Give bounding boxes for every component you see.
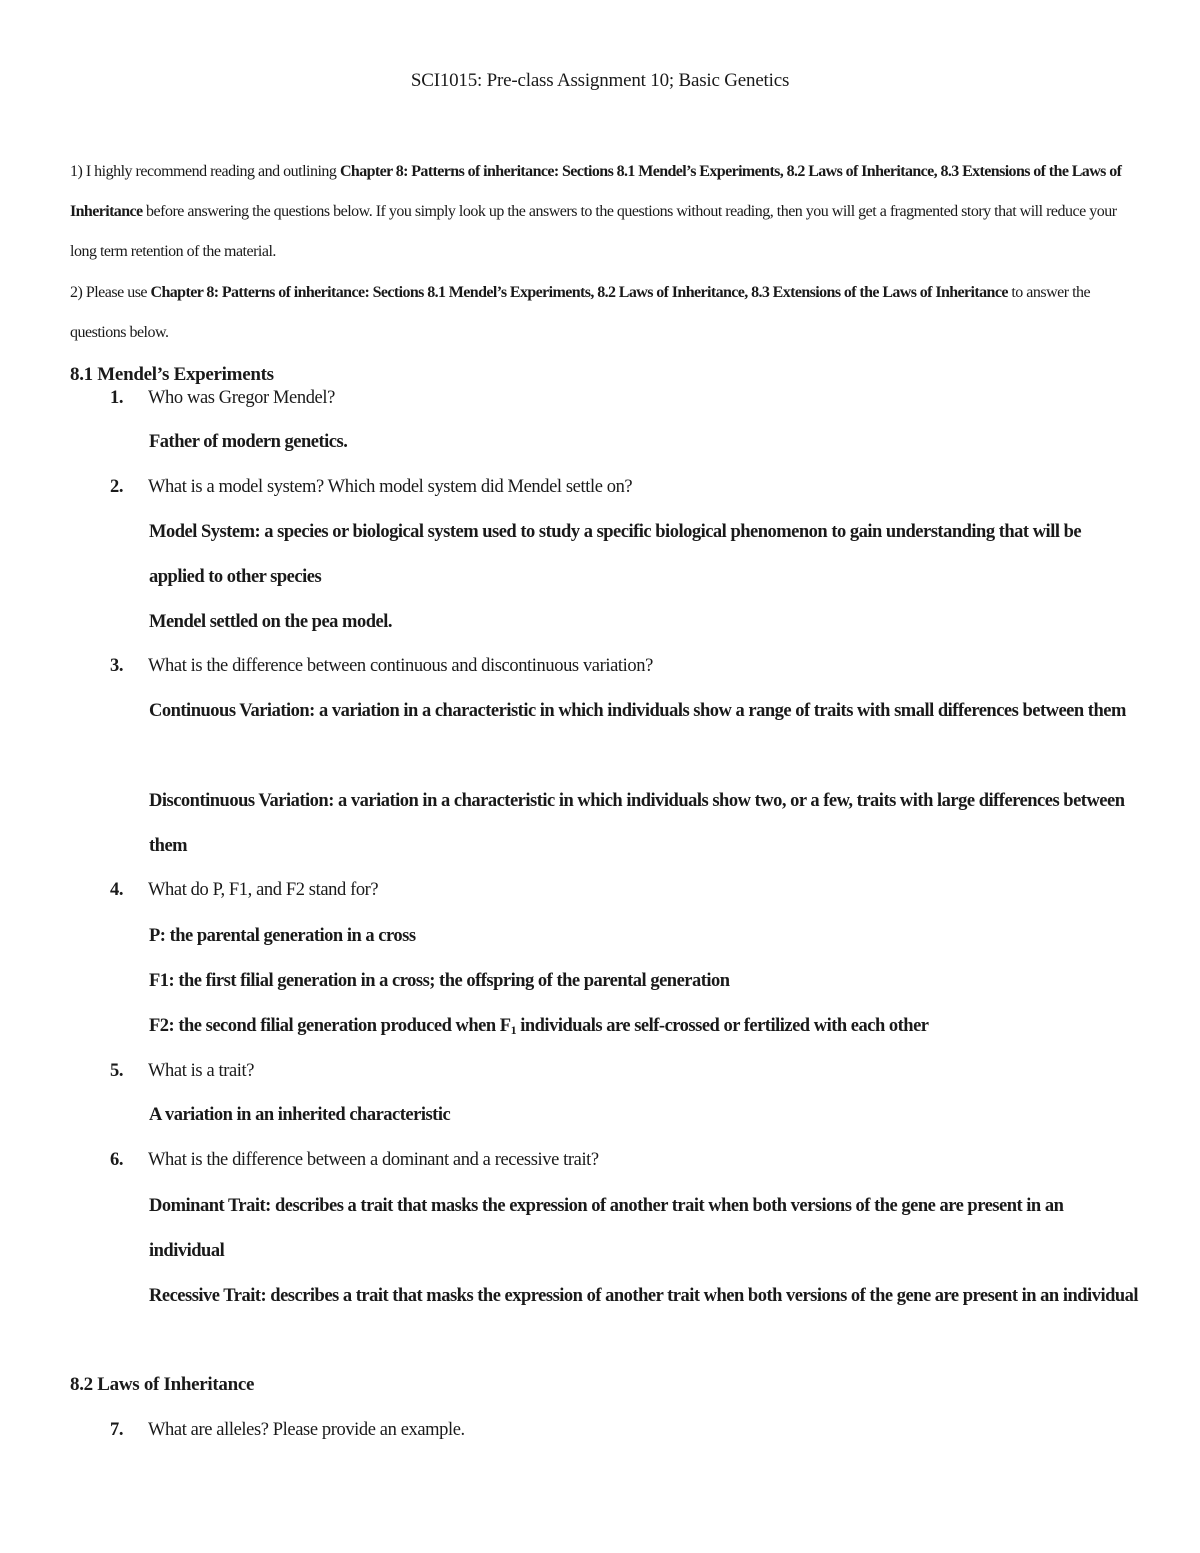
answer-4-f2-subscript: 1 bbox=[510, 1023, 517, 1037]
question-text: What is a model system? Which model system did Mendel settle on? bbox=[148, 477, 633, 497]
question-text: What are alleles? Please provide an example. bbox=[148, 1420, 465, 1440]
question-number: 7. bbox=[110, 1420, 124, 1440]
answer-5: A variation in an inherited characteristic bbox=[149, 1105, 451, 1125]
question-text: What is the difference between continuous and discontinuous variation? bbox=[148, 656, 653, 676]
question-text: What is the difference between a dominant and a recessive trait? bbox=[148, 1150, 599, 1170]
intro-2-tail: to answer the questions below. bbox=[70, 284, 1091, 341]
question-text: Who was Gregor Mendel? bbox=[148, 388, 335, 408]
answer-1: Father of modern genetics. bbox=[149, 432, 348, 452]
answer-4-p: P: the parental generation in a cross bbox=[149, 926, 416, 946]
intro-paragraph-1 bbox=[70, 152, 1130, 272]
answer-3-discontinuous: Discontinuous Variation: a variation in a characteristic in which individuals show two, or a few, traits with large differences between them bbox=[149, 791, 1125, 856]
page-title: SCI1015: Pre-class Assignment 10; Basic Genetics bbox=[410, 70, 790, 91]
question-7 bbox=[110, 1420, 465, 1441]
question-number: 2. bbox=[110, 477, 124, 497]
answer-4-f2-pre: F2: the second filial generation produced when F bbox=[149, 1016, 511, 1036]
intro-1-lead: 1) I highly recommend reading and outlining bbox=[70, 163, 340, 180]
question-number: 1. bbox=[110, 388, 124, 408]
answer-2-pea-model: Mendel settled on the pea model. bbox=[149, 612, 392, 632]
answer-6-recessive: Recessive Trait: describes a trait that masks the expression of another trait when both versions of the gene are present in an individual bbox=[149, 1286, 1139, 1306]
intro-2-chapter-ref: Chapter 8: Patterns of inheritance: Sections 8.1 Mendel’s Experiments, 8.2 Laws of Inheritance, 8.3 Extensions of the Laws of Inheritance bbox=[150, 284, 1008, 301]
answer-4-f1: F1: the first filial generation in a cross; the offspring of the parental generation bbox=[149, 971, 730, 991]
question-1 bbox=[110, 388, 335, 409]
section-heading-8-2: 8.2 Laws of Inheritance bbox=[70, 1374, 255, 1395]
intro-paragraph-2 bbox=[70, 273, 1130, 353]
intro-1-tail: before answering the questions below. If you simply look up the answers to the questions without reading, then you will get a fragmented story that will reduce your long term retention of the material. bbox=[70, 203, 1117, 260]
question-4 bbox=[110, 880, 378, 901]
question-number: 5. bbox=[110, 1061, 124, 1081]
question-number: 6. bbox=[110, 1150, 124, 1170]
answer-6-dominant: Dominant Trait: describes a trait that masks the expression of another trait when both versions of the gene are present in an individual bbox=[149, 1196, 1064, 1261]
intro-1-chapter-ref: Chapter 8: Patterns of inheritance: Sections 8.1 Mendel’s Experiments, 8.2 Laws of Inheritance, 8.3 Extensions of the Laws of Inheritance bbox=[70, 163, 1122, 220]
answer-4-f2 bbox=[149, 1004, 1139, 1049]
intro-2-lead: 2) Please use bbox=[70, 284, 151, 301]
question-text: What is a trait? bbox=[148, 1061, 255, 1081]
question-3 bbox=[110, 656, 653, 677]
question-number: 3. bbox=[110, 656, 124, 676]
question-2 bbox=[110, 477, 632, 498]
answer-3-continuous: Continuous Variation: a variation in a characteristic in which individuals show a range of traits with small differences between them bbox=[149, 701, 1126, 721]
answer-2-model-system: Model System: a species or biological system used to study a specific biological phenomenon to gain understanding that will be applied to other species bbox=[149, 522, 1082, 587]
question-number: 4. bbox=[110, 880, 124, 900]
question-text: What do P, F1, and F2 stand for? bbox=[148, 880, 379, 900]
answer-4-f2-post: individuals are self-crossed or fertilized with each other bbox=[516, 1016, 929, 1036]
question-6 bbox=[110, 1150, 599, 1171]
section-heading-8-1: 8.1 Mendel’s Experiments bbox=[70, 364, 274, 385]
question-5 bbox=[110, 1061, 254, 1082]
